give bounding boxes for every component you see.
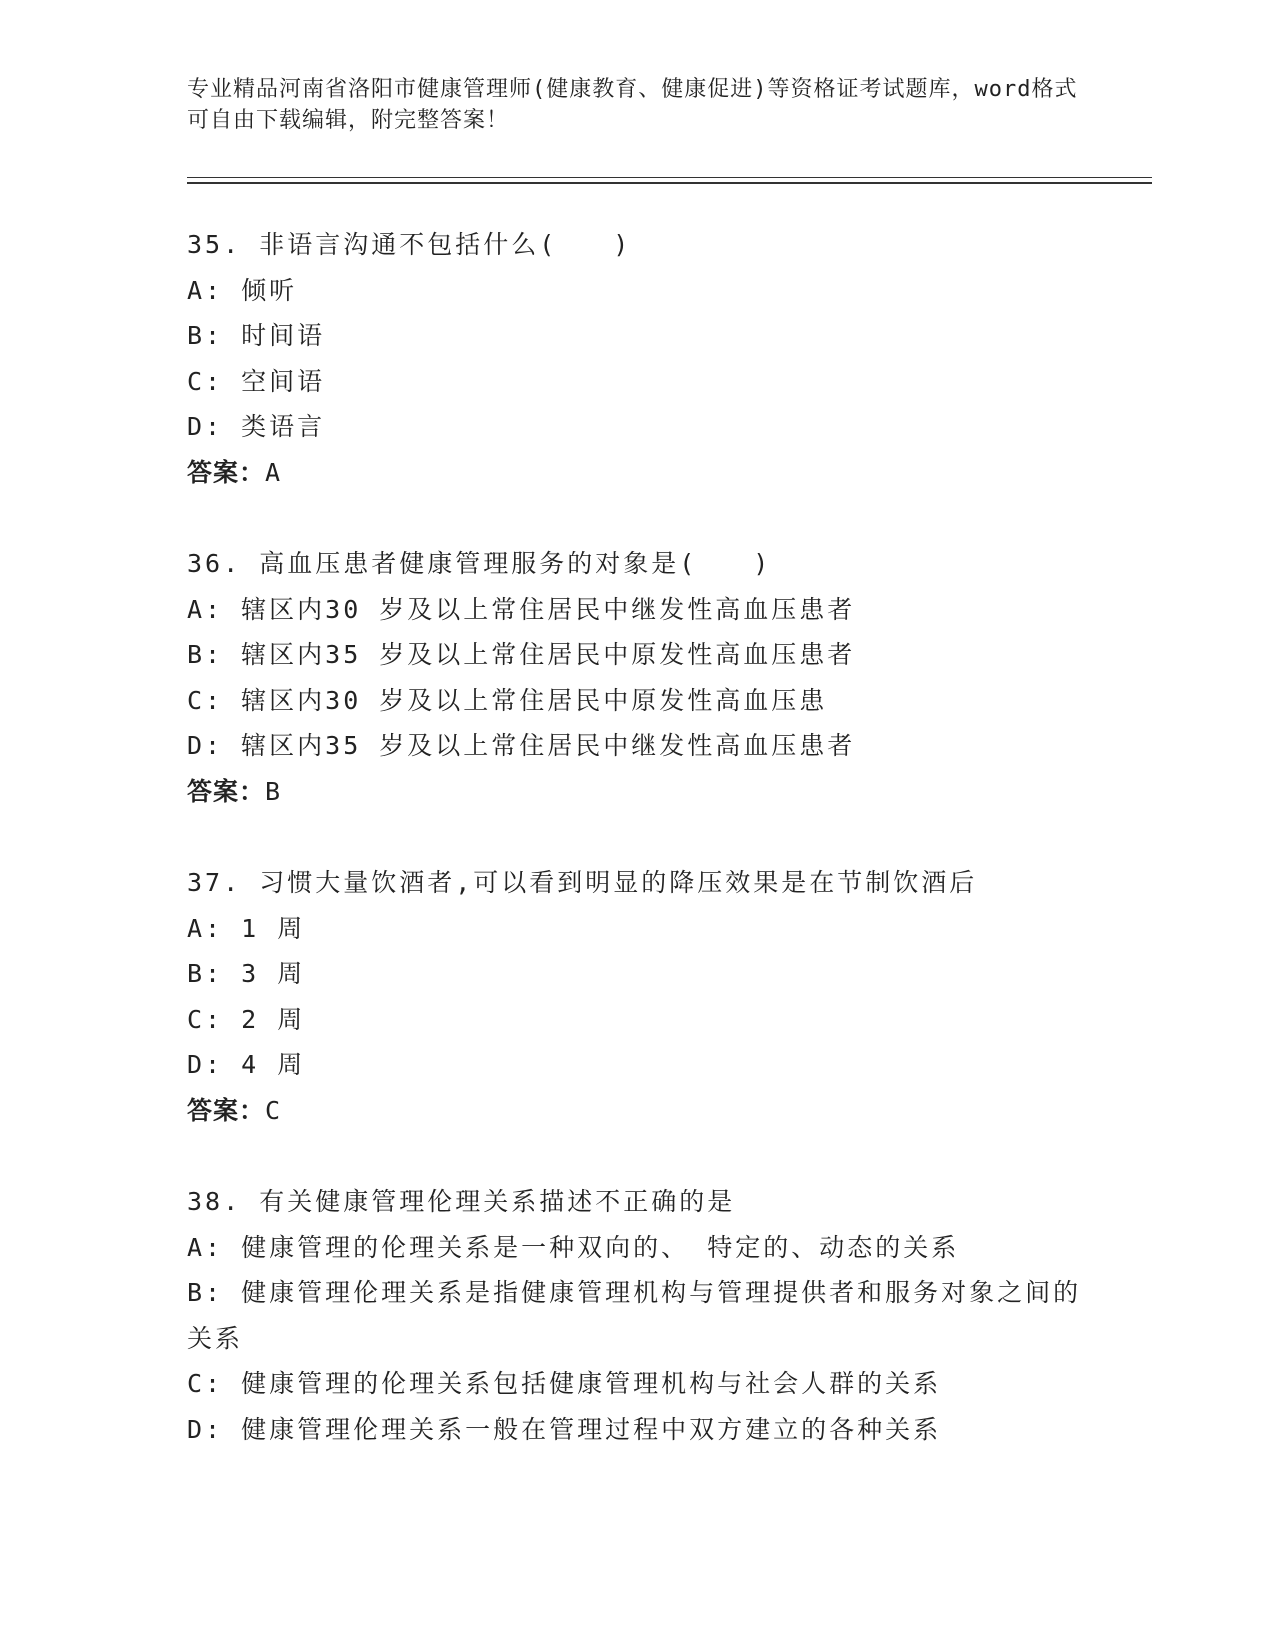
option-a: A: 1 周 [187,913,306,943]
option-d: D: 辖区内35 岁及以上常住居民中继发性高血压患者 [187,731,856,760]
option-a: A: 辖区内30 岁及以上常住居民中继发性高血压患者 [187,594,856,624]
option-b: B: 时间语 [187,321,326,350]
question-stem: 36. 高血压患者健康管理服务的对象是( ) [187,549,772,578]
option-b: B: 3 周 [187,959,306,988]
question-stem: 35. 非语言沟通不包括什么( ) [187,230,632,259]
answer-value: C [265,1095,282,1125]
question-38 [187,1179,1147,1452]
option-b: B: 健康管理伦理关系是指健康管理机构与管理提供者和服务对象之间的关系 [187,1278,1082,1353]
question-35 [187,222,1147,495]
option-c: C: 空间语 [187,366,326,396]
option-c: C: 健康管理的伦理关系包括健康管理机构与社会人群的关系 [187,1369,942,1398]
document-header: 专业精品河南省洛阳市健康管理师(健康教育、健康促进)等资格证考试题库，word格式可自由下载编辑，附完整答案！ [187,77,1078,133]
option-d: D: 类语言 [187,412,326,441]
option-d: D: 健康管理伦理关系一般在管理过程中双方建立的各种关系 [187,1414,942,1444]
question-stem: 37. 习惯大量饮酒者,可以看到明显的降压效果是在节制饮酒后 [187,868,978,897]
option-c: C: 辖区内30 岁及以上常住居民中原发性高血压患 [187,685,828,715]
answer-label: 答案： [187,776,266,806]
answer-value: A [265,457,282,487]
answer-line [187,1088,1147,1134]
option-b: B: 辖区内35 岁及以上常住居民中原发性高血压患者 [187,640,856,669]
answer-line [187,450,1147,496]
answer-label: 答案： [187,1095,266,1125]
answer-value: B [265,776,282,806]
option-a: A: 健康管理的伦理关系是一种双向的、 特定的、动态的关系 [187,1232,960,1262]
option-c: C: 2 周 [187,1004,306,1034]
question-stem: 38. 有关健康管理伦理关系描述不正确的是 [187,1187,736,1216]
option-a: A: 倾听 [187,275,298,305]
answer-label: 答案： [187,457,266,487]
header-divider [187,177,1152,184]
answer-line [187,769,1147,815]
question-37 [187,860,1147,1133]
option-d: D: 4 周 [187,1050,306,1079]
question-36 [187,541,1147,814]
